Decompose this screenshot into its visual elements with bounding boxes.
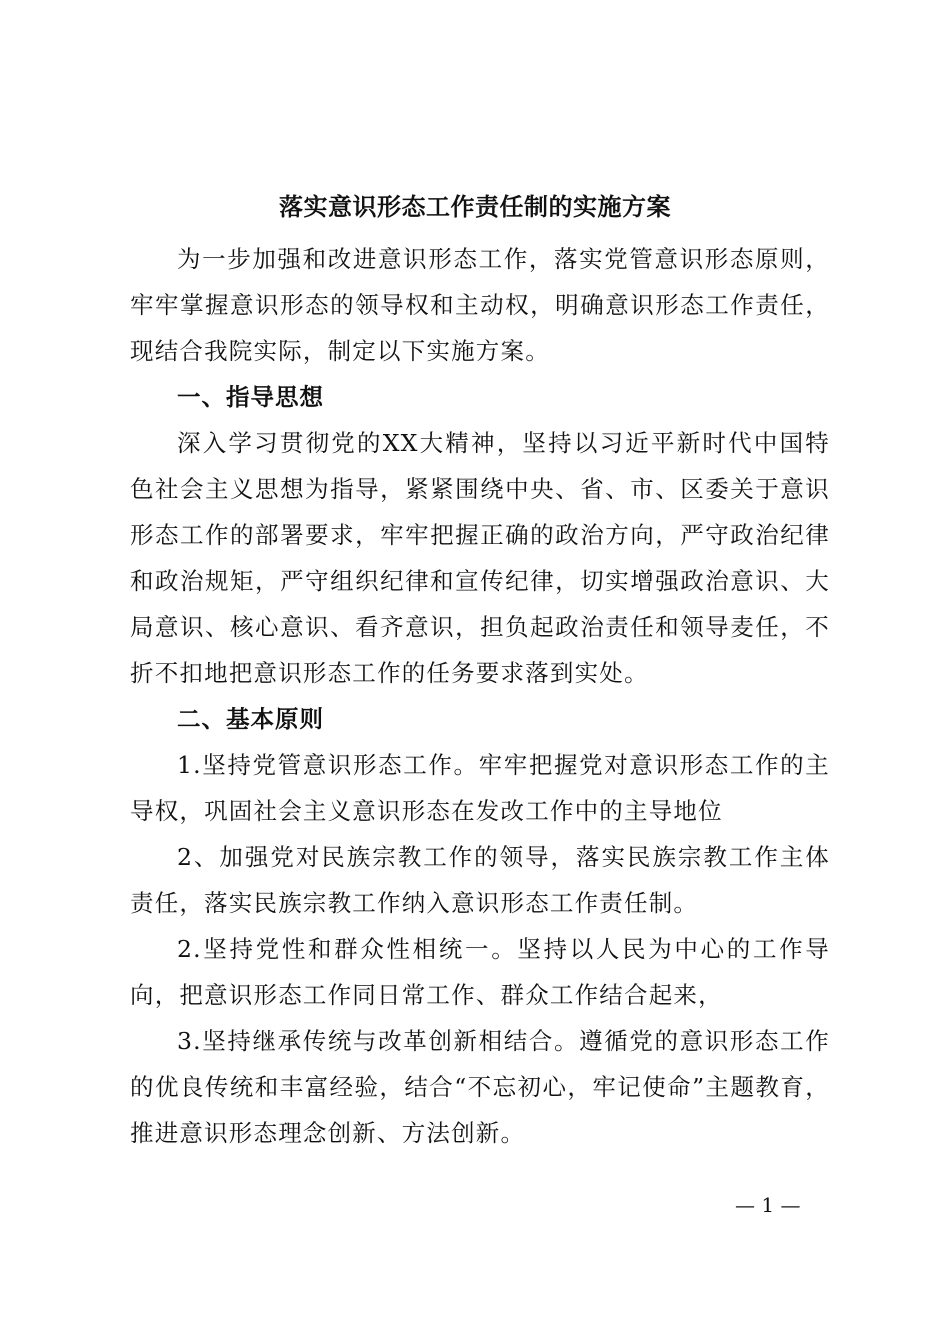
principle-item-3: 2.坚持党性和群众性相统一。坚持以人民为中心的工作导向，把意识形态工作同日常工作、群众工作结合起来， [130, 935, 830, 1009]
guiding-ideology-paragraph: 深入学习贯彻党的XX大精神，坚持以习近平新时代中国特色社会主义思想为指导，紧紧围绕中央、省、市、区委关于意识形态工作的部署要求，牢牢把握正确的政治方向，严守政治纪律和政治规矩，严守组织纪律和宣传纪律，切实增强政治意识、大局意识、核心意识、看齐意识，担负起政治责任和领导麦任，不折不扣地把意识形态工作的任务要求落到实处。 [130, 429, 830, 687]
section-heading-basic-principles: 二、基本原则 [177, 705, 324, 733]
page-number: — 1 — [735, 1193, 801, 1217]
principle-item-1: 1.坚持党管意识形态工作。牢牢把握党对意识形态工作的主导权，巩固社会主义意识形态在发改工作中的主导地位 [130, 751, 830, 825]
intro-paragraph: 为一步加强和改进意识形态工作，落实党管意识形态原则，牢牢掌握意识形态的领导权和主动权，明确意识形态工作责任，现结合我院实际，制定以下实施方案。 [130, 245, 830, 365]
document-body [130, 236, 830, 1156]
section-heading-guiding-ideology: 一、指导思想 [177, 383, 324, 411]
principle-item-4: 3.坚持继承传统与改革创新相结合。遵循党的意识形态工作的优良传统和丰富经验，结合“不忘初心，牢记使命”主题教育，推进意识形态理念创新、方法创新。 [130, 1027, 830, 1147]
principle-item-2: 2、加强党对民族宗教工作的领导，落实民族宗教工作主体责任，落实民族宗教工作纳入意识形态工作责任制。 [130, 843, 830, 917]
document-title: 落实意识形态工作责任制的实施方案 [279, 192, 671, 221]
